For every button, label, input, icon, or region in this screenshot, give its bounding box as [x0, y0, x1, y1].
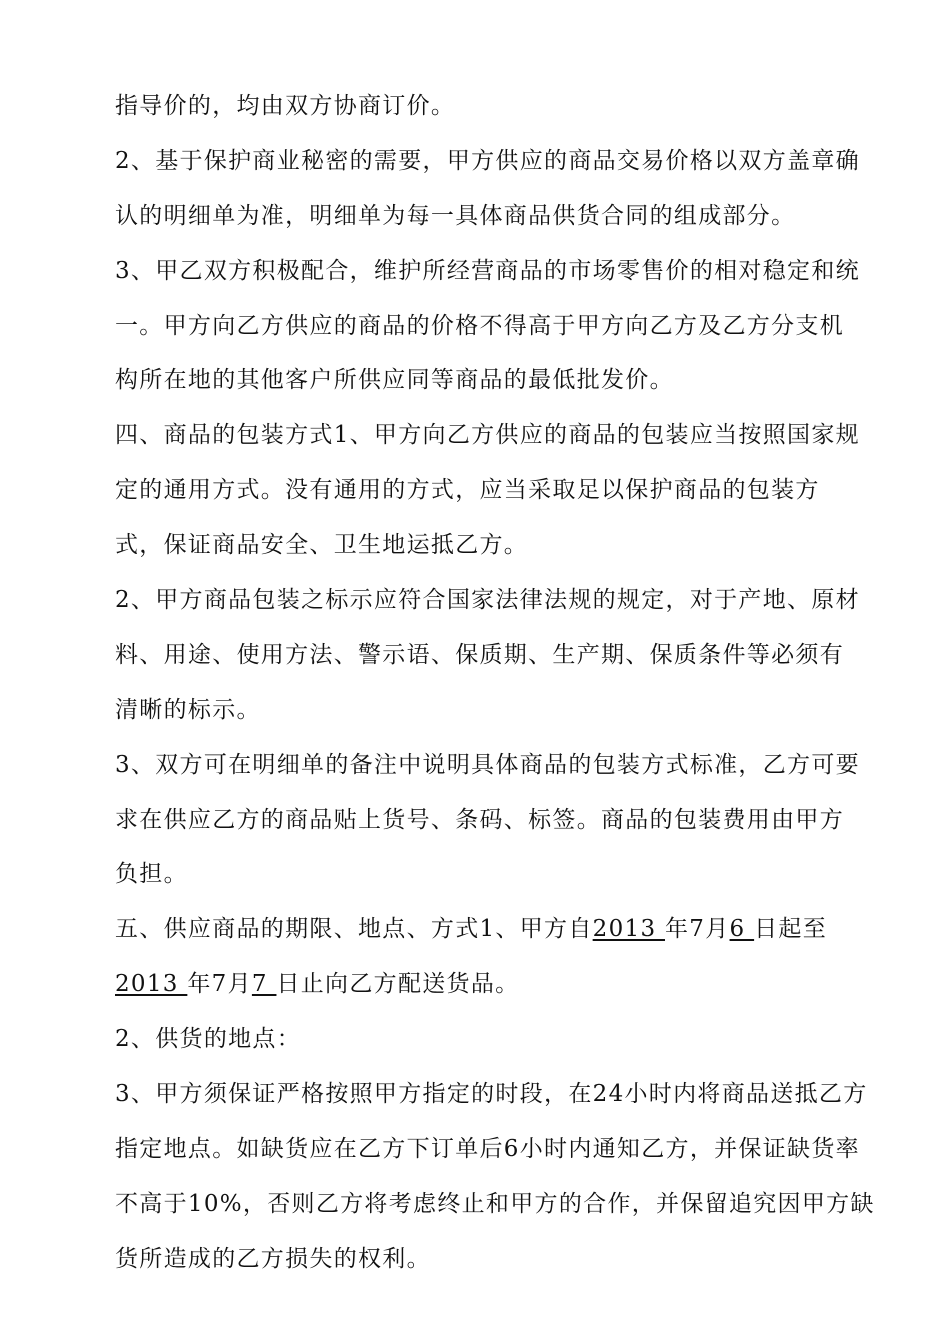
- start-year: 2013: [592, 916, 665, 943]
- clause-text: 年7月: [665, 916, 730, 943]
- end-day: 7: [251, 971, 277, 998]
- text-line: 2、甲方商品包装之标示应符合国家法律法规的规定，对于产地、原材: [115, 587, 860, 614]
- text-line: 指导价的，均由双方协商订价。: [115, 93, 456, 119]
- supply-period-line-2: [115, 961, 850, 1016]
- text-line: 求在供应乙方的商品贴上货号、条码、标签。商品的包装费用由甲方: [115, 806, 844, 833]
- text-line: 构所在地的其他客户所供应同等商品的最低批发价。: [115, 367, 674, 394]
- contract-page: [115, 83, 875, 1291]
- end-year: 2013: [115, 971, 188, 998]
- text-line: 料、用途、使用方法、警示语、保质期、生产期、保质条件等必须有: [115, 641, 844, 668]
- clause-text: 日起至: [754, 916, 827, 943]
- text-line: 3、双方可在明细单的备注中说明具体商品的包装方式标准，乙方可要: [115, 751, 860, 778]
- text-line: 负担。: [115, 861, 188, 888]
- text-line: 式，保证商品安全、卫生地运抵乙方。: [115, 532, 529, 559]
- supply-period-line-1: [115, 906, 850, 961]
- text-line: 货所造成的乙方损失的权利。: [115, 1245, 431, 1272]
- start-day: 6: [729, 916, 755, 943]
- text-line: 认的明细单为准，明细单为每一具体商品供货合同的组成部分。: [115, 202, 796, 229]
- text-line: 2、供货的地点：: [115, 1026, 302, 1053]
- text-line: 3、甲乙双方积极配合，维护所经营商品的市场零售价的相对稳定和统: [115, 257, 860, 284]
- clause-text: 日止向乙方配送货品。: [276, 971, 520, 998]
- text-line: 四、商品的包装方式1、甲方向乙方供应的商品的包装应当按照国家规: [115, 422, 860, 449]
- text-line: 2、基于保护商业秘密的需要，甲方供应的商品交易价格以双方盖章确: [115, 147, 860, 174]
- text-line: 指定地点。如缺货应在乙方下订单后6小时内通知乙方，并保证缺货率: [115, 1135, 860, 1162]
- clause-text: 五、供应商品的期限、地点、方式1、甲方自: [115, 916, 593, 943]
- text-line: 不高于10%，否则乙方将考虑终止和甲方的合作，并保留追究因甲方缺: [115, 1190, 875, 1217]
- text-line: 定的通用方式。没有通用的方式，应当采取足以保护商品的包装方: [115, 477, 820, 504]
- clause-text: 年7月: [187, 971, 252, 998]
- text-line: 一。甲方向乙方供应的商品的价格不得高于甲方向乙方及乙方分支机: [115, 312, 844, 339]
- text-line: 3、甲方须保证严格按照甲方指定的时段，在24小时内将商品送抵乙方: [115, 1081, 868, 1108]
- text-line: 清晰的标示。: [115, 696, 261, 723]
